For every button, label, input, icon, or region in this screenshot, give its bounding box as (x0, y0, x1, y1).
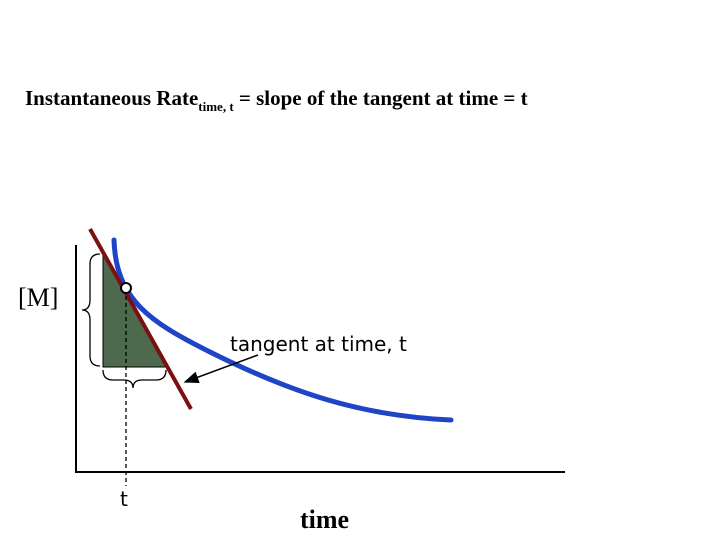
y-axis-label: [M] (18, 283, 59, 312)
title-main: Instantaneous Rate (25, 86, 199, 110)
title-rest: = slope of the tangent at time = t (233, 86, 528, 110)
concentration-curve (114, 240, 451, 420)
tangent-callout-label: tangent at time, t (230, 332, 407, 356)
x-axis-label: time (300, 505, 350, 534)
rise-brace (82, 254, 100, 366)
run-brace (103, 370, 166, 388)
title-subscript: time, t (198, 99, 234, 114)
t-marker-label: t (120, 487, 128, 511)
tangent-point-marker (121, 283, 131, 293)
